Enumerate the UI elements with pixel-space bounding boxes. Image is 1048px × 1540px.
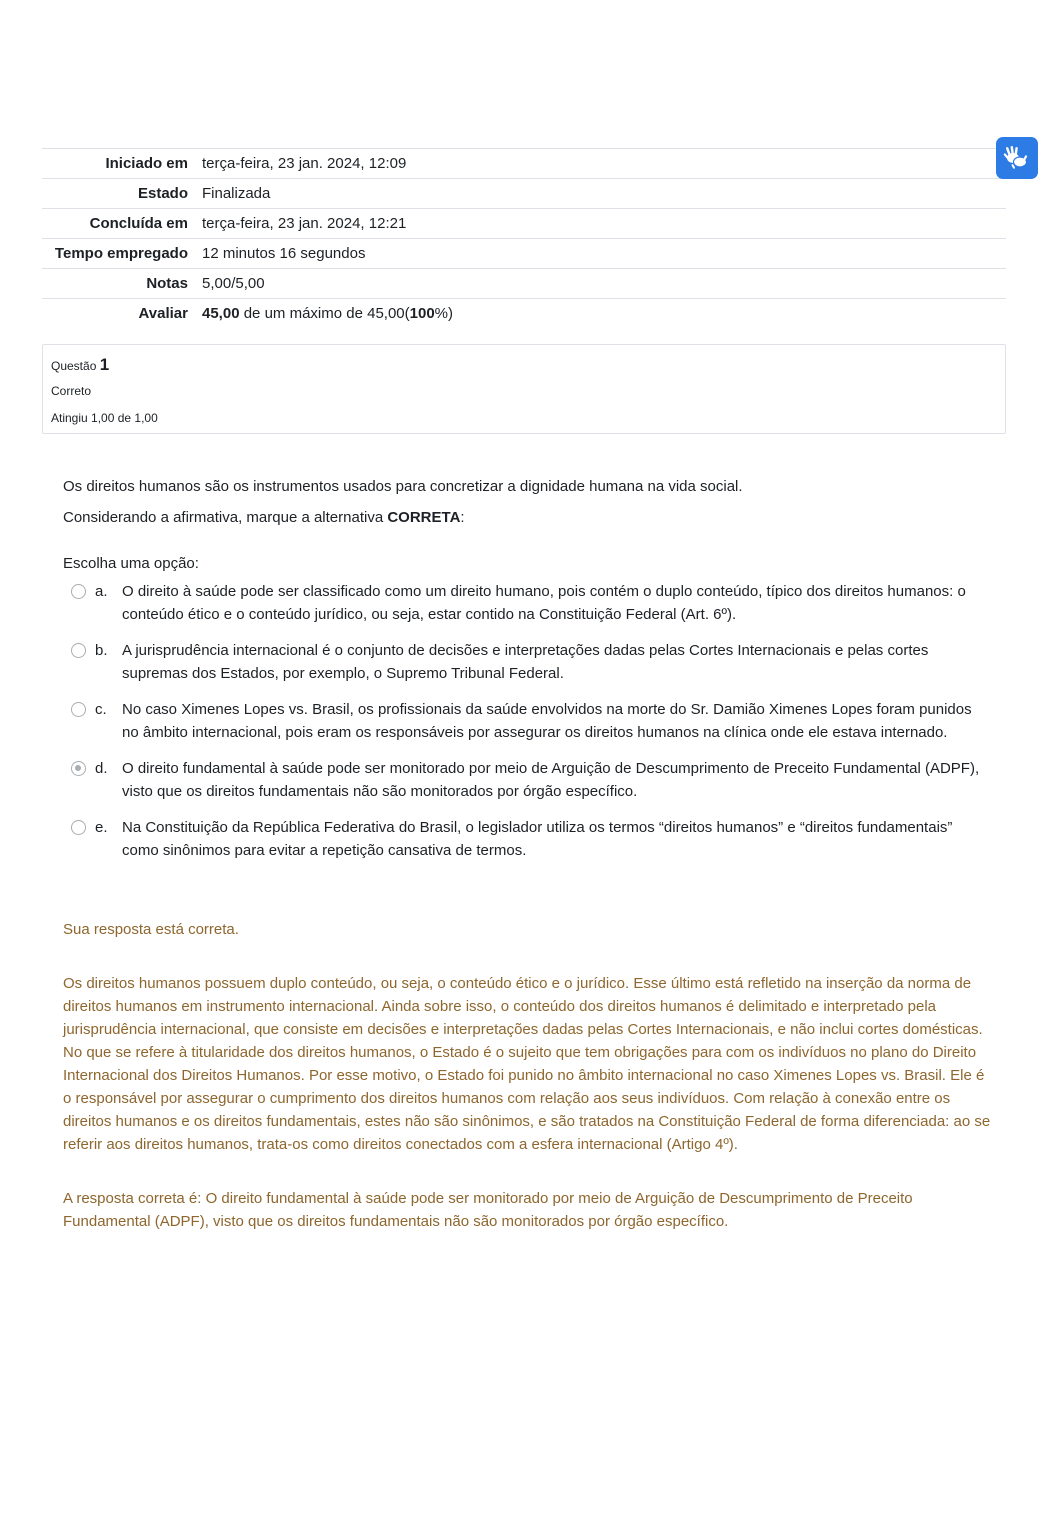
answer-text: A jurisprudência internacional é o conjunto de decisões e interpretações dadas pelas Cortes Internacionais e pelas cortes supremas dos Estados, por exemplo, o Supremo Tribunal Federal. <box>122 642 929 682</box>
answer-text: Na Constituição da República Federativa do Brasil, o legislador utiliza os termos “direitos humanos” e “direitos fundamentais” como sinônimos para evitar a repetição cansativa de termos. <box>122 819 953 859</box>
answer-letter: e. <box>95 819 108 836</box>
summary-value <box>196 299 1006 329</box>
question-number-value: 1 <box>99 355 110 374</box>
radio-button[interactable] <box>71 584 86 599</box>
answer-option-a[interactable] <box>70 580 990 626</box>
question-number <box>51 353 997 378</box>
answer-letter: b. <box>95 642 108 659</box>
general-feedback: Os direitos humanos possuem duplo conteúdo, ou seja, o conteúdo ético e o jurídico. Esse último está refletido na inserção da norma de direitos humanos em instrumento internacional. Ainda sobre isso, o conteúdo dos direitos humanos é delimitado e interpretado pela jurisprudência internacional, que consiste em decisões e interpretações dadas pelas Cortes Internacionais, e não inclui cortes domésticas. No que se refere à titularidade dos direitos humanos, o Estado é o sujeito que tem obrigações para com os indivíduos no plano do Direito Internacional dos Direitos Humanos. Por esse motivo, o Estado foi punido no âmbito internacional no caso Ximenes Lopes vs. Brasil. Ele é o responsável por assegurar o cumprimento dos direitos humanos com relação aos seus indivíduos. Com relação à conexão entre os direitos humanos e os direitos fundamentais, estes não são sinônimos, e são tratados na Constituição Federal de forma diferenciada: ao se referir aos direitos humanos, trata-os como direitos conectados com a esfera internacional (Artigo 4º). <box>63 975 991 1153</box>
summary-row-grade <box>42 299 1006 329</box>
instruction-emphasis: CORRETA <box>387 509 461 526</box>
answer-option-b[interactable] <box>70 639 990 685</box>
answer-letter: a. <box>95 583 108 600</box>
summary-value: Finalizada <box>202 185 271 202</box>
sign-language-hands-icon <box>1003 144 1031 172</box>
summary-label: Iniciado em <box>105 155 188 172</box>
right-answer: A resposta correta é: O direito fundamental à saúde pode ser monitorado por meio de Arguição de Descumprimento de Preceito Fundamental (ADPF), visto que os direitos fundamentais não são monitorados por órgão específico. <box>63 1190 913 1230</box>
answer-options <box>70 580 990 875</box>
summary-row-completed <box>42 209 1006 239</box>
answer-text: No caso Ximenes Lopes vs. Brasil, os profissionais da saúde envolvidos na morte do Sr. Damião Ximenes Lopes foram punidos no âmbito internacional, pois eram os responsáveis por assegurar os direitos humanos na clínica onde ele estava internado. <box>122 701 972 741</box>
radio-button-checked[interactable] <box>71 761 86 776</box>
answer-option-d[interactable] <box>70 757 990 803</box>
feedback-status: Sua resposta está correta. <box>63 921 239 938</box>
answer-letter: c. <box>95 701 107 718</box>
summary-value: terça-feira, 23 jan. 2024, 12:09 <box>202 155 407 172</box>
question-mark: Atingiu 1,00 de 1,00 <box>51 411 158 425</box>
answer-prompt: Escolha uma opção: <box>63 555 199 572</box>
question-statement: Os direitos humanos são os instrumentos usados para concretizar a dignidade humana na vida social. <box>63 478 743 495</box>
summary-row-state <box>42 179 1006 209</box>
instruction-text: Considerando a afirmativa, marque a alternativa <box>63 509 388 526</box>
attempt-summary-table <box>42 148 1006 328</box>
summary-value: terça-feira, 23 jan. 2024, 12:21 <box>202 215 407 232</box>
radio-button[interactable] <box>71 820 86 835</box>
feedback-section <box>63 918 993 1233</box>
question-text <box>63 476 993 538</box>
summary-label: Notas <box>146 275 188 292</box>
summary-row-time-taken <box>42 239 1006 269</box>
grade-score: 45,00 <box>202 305 240 322</box>
summary-value: 5,00/5,00 <box>202 275 265 292</box>
question-info-box <box>42 344 1006 434</box>
summary-label: Avaliar <box>138 305 188 322</box>
question-label: Questão <box>51 359 97 373</box>
radio-button[interactable] <box>71 643 86 658</box>
answer-letter: d. <box>95 760 108 777</box>
answer-text: O direito à saúde pode ser classificado como um direito humano, pois contém o duplo conteúdo, típico dos direitos humanos: o conteúdo ético e o conteúdo jurídico, ou seja, estar contido na Constituição Federal (Art. 6º). <box>122 583 966 623</box>
answer-text: O direito fundamental à saúde pode ser monitorado por meio de Arguição de Descumprimento de Preceito Fundamental (ADPF), visto que os direitos fundamentais não são monitorados por órgão específico. <box>122 760 980 800</box>
radio-button[interactable] <box>71 702 86 717</box>
summary-label: Tempo empregado <box>54 245 188 262</box>
instruction-colon: : <box>460 509 465 526</box>
grade-suffix: %) <box>434 305 454 322</box>
answer-option-e[interactable] <box>70 816 990 862</box>
sign-language-accessibility-button[interactable] <box>996 137 1038 179</box>
grade-middle: de um máximo de 45,00( <box>239 305 410 322</box>
summary-label: Estado <box>137 185 188 202</box>
answer-option-c[interactable] <box>70 698 990 744</box>
question-instruction <box>63 507 993 529</box>
grade-percent: 100 <box>409 305 435 322</box>
summary-row-started <box>42 149 1006 179</box>
summary-row-marks <box>42 269 1006 299</box>
summary-value: 12 minutos 16 segundos <box>202 245 366 262</box>
question-state: Correto <box>51 384 92 398</box>
summary-label: Concluída em <box>89 215 188 232</box>
